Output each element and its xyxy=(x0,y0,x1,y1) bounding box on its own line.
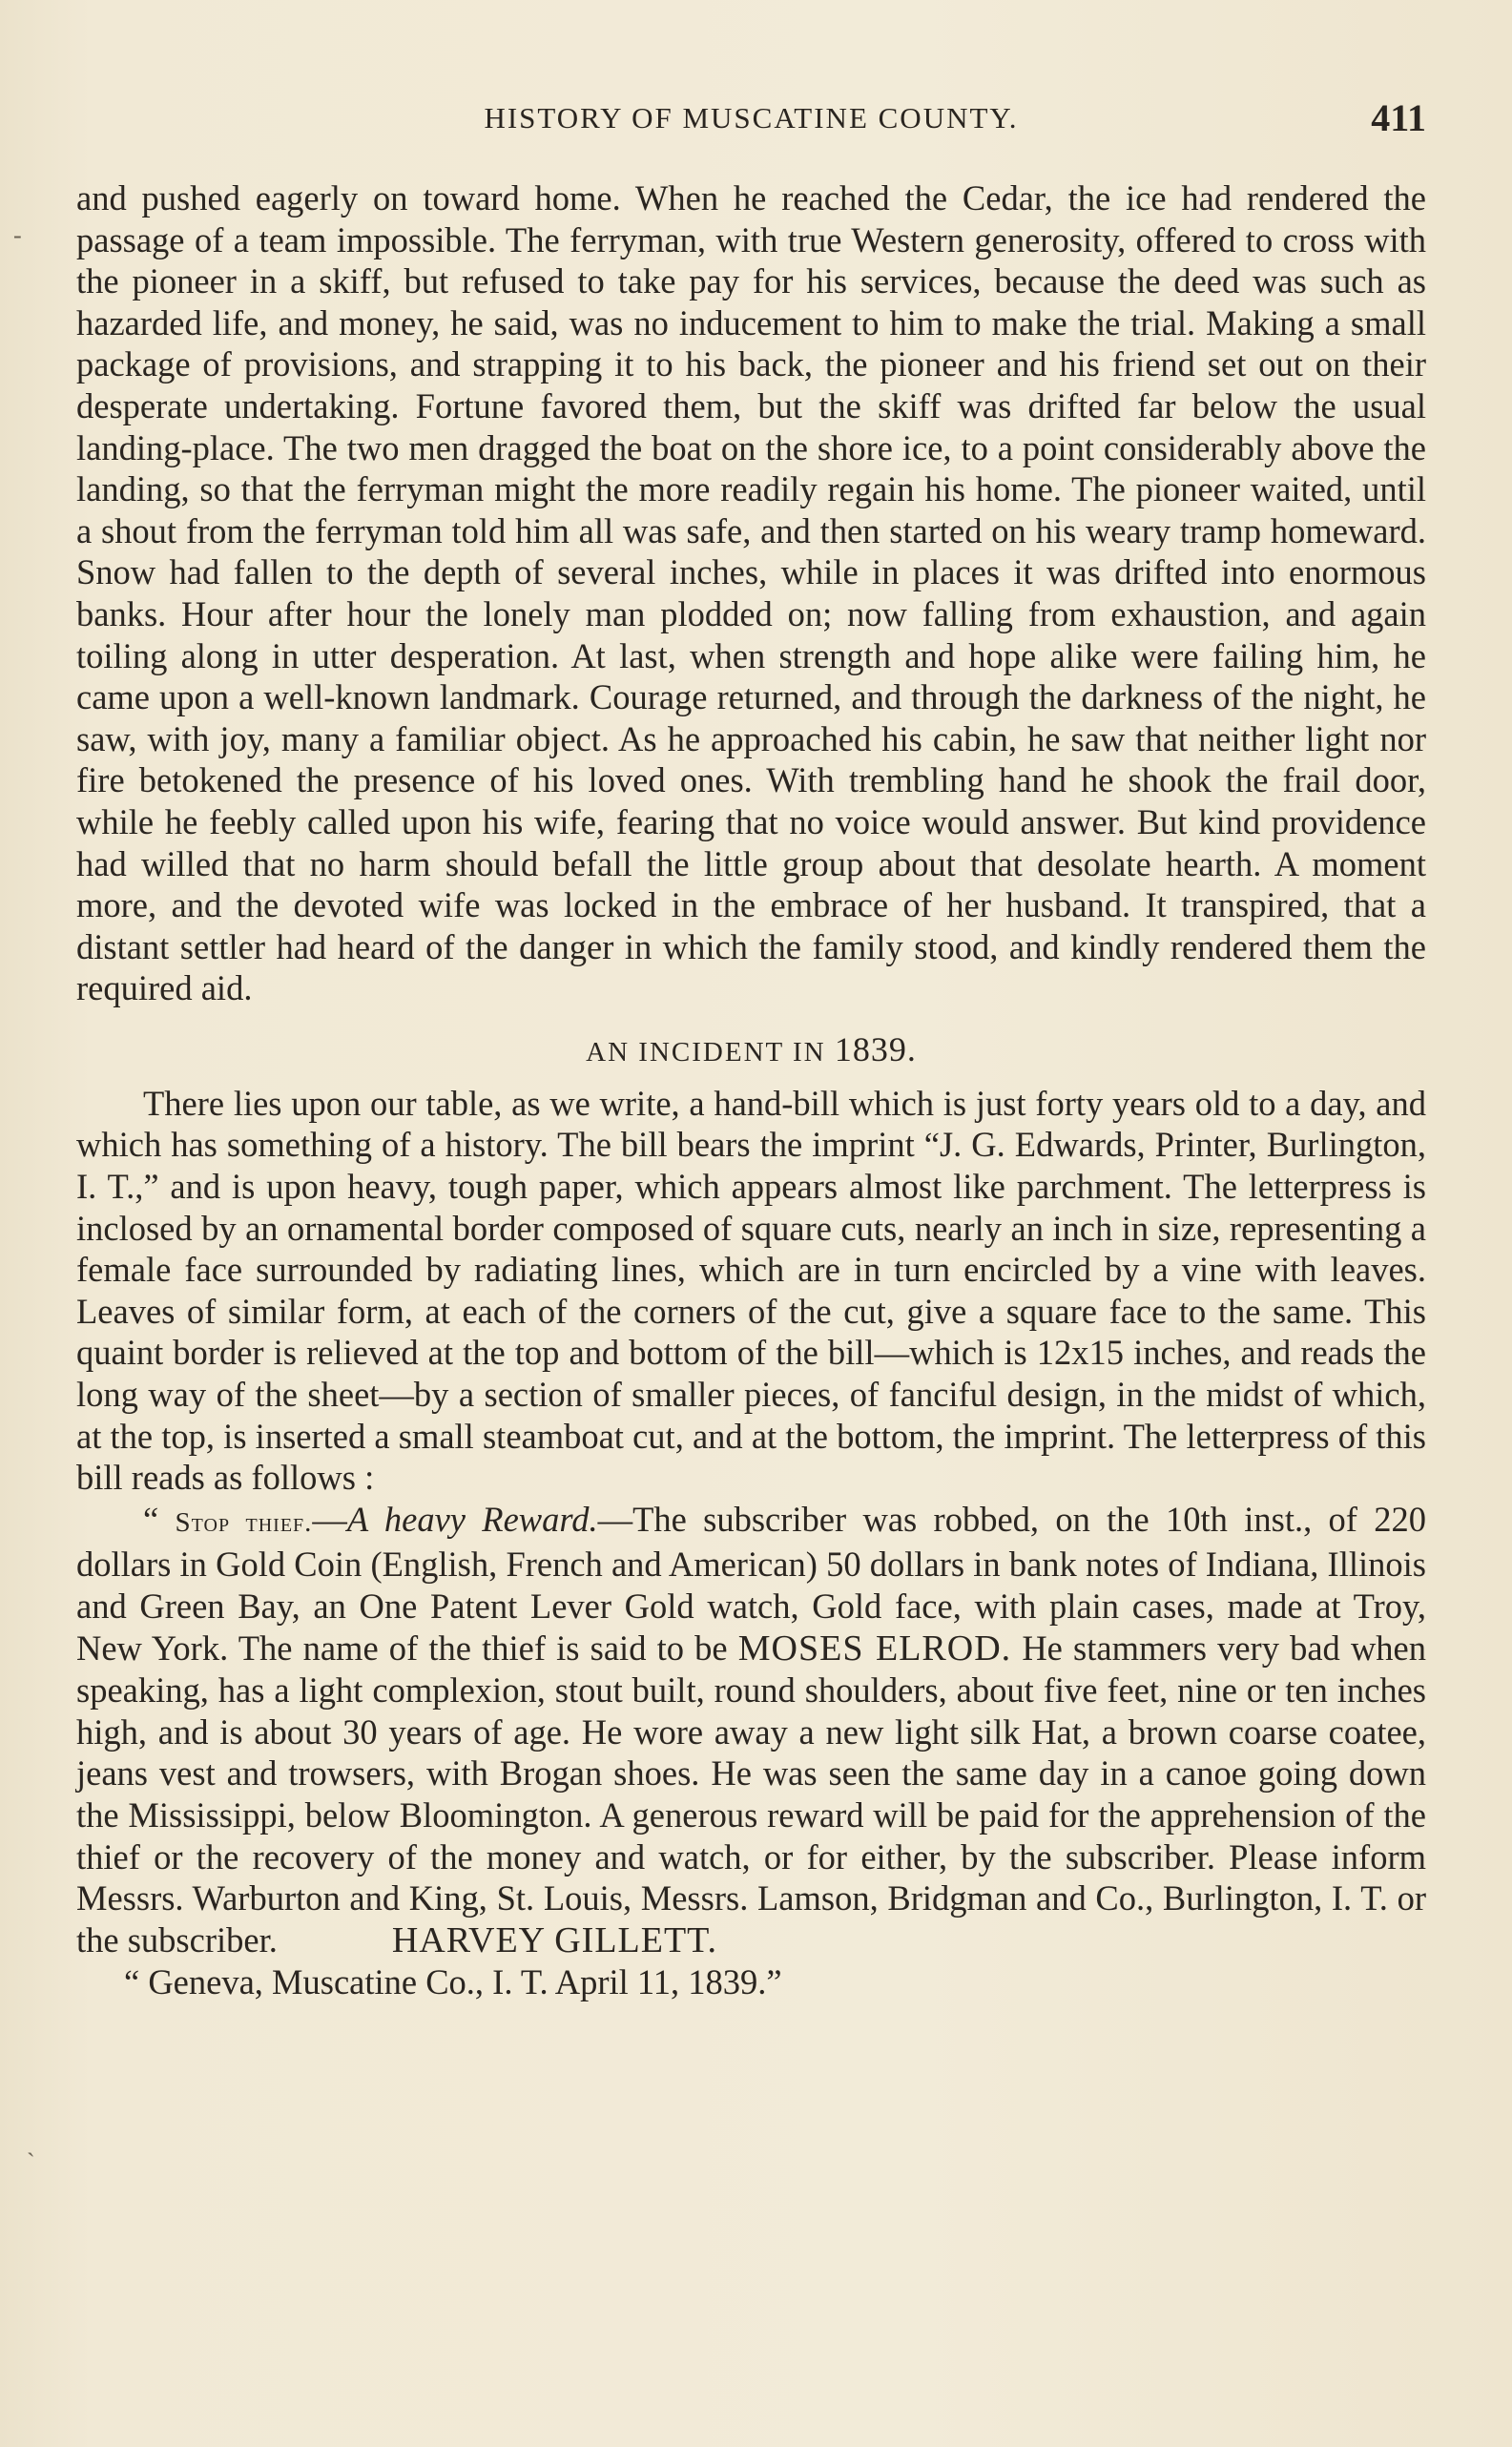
margin-mark-top: - xyxy=(13,221,22,249)
page-number: 411 xyxy=(1371,96,1426,139)
paragraph-continued: and pushed eagerly on toward home. When he reached the Cedar, the ice had rendered the passage of a team impossible. The ferryman, with true Western generosity, offered to cross with the pioneer in a skiff, but refused to take pay for his services, because the deed was such as hazarded life, and money, he said, was no inducement to him to make the trial. Making a small package of provisions, and strapping it to his back, the pioneer and his friend set out on their desperate undertaking. Fortune favored them, but the skiff was drifted far below the usual landing-place. The two men dragged the boat on the shore ice, to a point considerably above the landing, so that the ferryman might the more readily regain his home. The pioneer waited, until a shout from the ferryman told him all was safe, and then started on his weary tramp homeward. Snow had fallen to the depth of several inches, while in places it was drifted into enormous banks. Hour after hour the lonely man plodded on; now falling from exhaustion, and again toiling along in utter desperation. At last, when strength and hope alike were failing him, he came upon a well-known landmark. Courage returned, and through the darkness of the night, he saw, with joy, many a familiar object. As he approached his cabin, he saw that neither light nor fire betokened the presence of his loved ones. With trembling hand he shook the frail door, while he feebly called upon his wife, fearing that no voice would answer. But kind providence had willed that no harm should befall the little group about that desolate hearth. A moment more, and the devoted wife was locked in the embrace of her husband. It transpired, that a distant settler had heard of the danger in which the family stood, and kindly rendered them the required aid. xyxy=(76,178,1426,1008)
handbill-open-quote: “ xyxy=(143,1499,176,1539)
running-head: HISTORY OF MUSCATINE COUNTY. xyxy=(484,101,1019,135)
handbill-thief-name: MOSES ELROD. xyxy=(737,1628,1012,1669)
section-heading-year: 1839. xyxy=(834,1029,917,1068)
section-heading xyxy=(76,1030,1426,1071)
body-text xyxy=(76,177,1426,2003)
handbill-stop-thief: Stop thief. xyxy=(175,1506,313,1538)
page-header xyxy=(76,95,1426,143)
handbill-text-a: —The subscriber was robbed, on the 10th inst., of 220 dollars in Gold Coin (English, French and American) 50 dollars in bank notes of Indiana, Illinois and Green Bay, an One Patent Lever Gold watch, Gold face, with plain cases, made at Troy, New York. The name of the thief is said to be xyxy=(76,1499,1426,1668)
margin-mark-bottom: ˎ xyxy=(27,2129,35,2157)
section-heading-text: AN INCIDENT IN xyxy=(586,1036,826,1068)
handbill-heavy-reward: A heavy Reward. xyxy=(346,1499,598,1539)
handbill-quotation xyxy=(76,1499,1426,1962)
paragraph-handbill-description: There lies upon our table, as we write, a hand-bill which is just forty years old to a day, and which has something of a history. The bill bears the imprint “J. G. Edwards, Printer, Burlington, I. T.,” and is upon heavy, tough paper, which appears almost like parchment. The letterpress is inclosed by an ornamental border composed of square cuts, nearly an inch in size, representing a female face surrounded by radiating lines, which are in turn encircled by a vine with leaves. Leaves of similar form, at each of the corners of the cut, give a square face to the same. This quaint border is relieved at the top and bottom of the bill—which is 12x15 inches, and reads the long way of the sheet—by a section of smaller pieces, of fanciful design, in the midst of which, at the top, is inserted a small steamboat cut, and at the bottom, the imprint. The letterpress of this bill reads as follows : xyxy=(76,1083,1426,1498)
handbill-text-b: He stammers very bad when speaking, has a light complexion, stout built, round shoulders, about five feet, nine or ten inches high, and is about 30 years of age. He wore away a new light silk Hat, a brown coarse coatee, jeans vest and trowsers, with Brogan shoes. He was seen the same day in a canoe going down the Mississippi, below Bloomington. A generous reward will be paid for the apprehension of the thief or the recovery of the money and watch, or for either, by the subscriber. Please inform Messrs. Warburton and King, St. Louis, Messrs. Lamson, Bridgman and Co., Burlington, I. T. or the subscriber. xyxy=(76,1628,1427,1960)
handbill-dateline: “ Geneva, Muscatine Co., I. T. April 11, 1839.” xyxy=(124,1962,782,2002)
handbill-signature: HARVEY GILLETT. xyxy=(391,1919,718,1960)
handbill-dash: — xyxy=(312,1499,347,1539)
